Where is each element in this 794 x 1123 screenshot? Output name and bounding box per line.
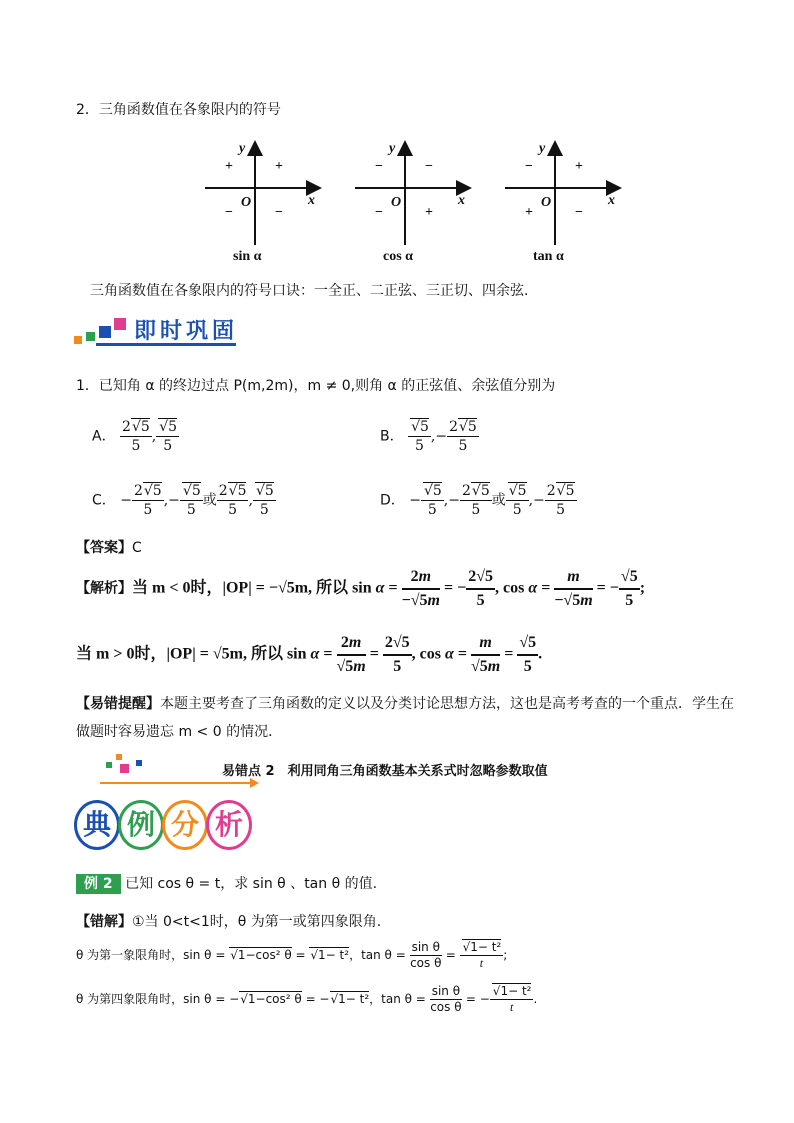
analysis-case-2: 当 m > 0时，|OP| = √5m, 所以 sin α = $\frac{2m}{√5m}$ = $\frac{2√5}{5}$ , cos α = $\frac{m}{√5m}$ = $\frac{√5}{5}$ . [76,634,543,675]
option-c-label: C． [92,492,116,509]
y-axis-label: y [239,141,246,156]
banner-char-1: 典 [74,800,120,850]
error-point-heading: 易错点 2 利用同角三角函数基本关系式时忽略参数取值 [222,764,548,779]
y-axis-label: y [539,141,546,156]
diagram-caption: cos α [383,249,413,264]
error-warning-line2: 做题时容易遗忘 m < 0 的情况． [76,724,283,740]
quadrant-3-sign: − [375,205,383,220]
consolidate-banner [74,314,244,348]
quadrant-2-sign: + [225,159,233,174]
quadrant-diagram-2 [355,141,468,264]
example-2-stem: 例 2 已知 cos θ = t，求 sin θ 、tan θ 的值. [76,874,377,894]
origin-label: O [391,195,402,210]
example-2-tag: 例 2 [76,874,121,894]
origin-label: O [241,195,252,210]
consolidate-title: 即时巩固 [134,319,239,344]
sign-mnemonic: 三角函数值在各象限内的符号口诀：一全正、二正弦、三正切、四余弦. [90,283,529,299]
quadrant-4-sign: − [575,205,583,220]
option-d-label: D． [380,492,405,509]
quadrant-1-sign: − [425,159,433,174]
option-b-label: B． [380,428,404,445]
quadrant-1-sign: + [275,159,283,174]
quadrant-2-sign: − [375,159,383,174]
quadrant-diagram-3 [505,141,618,264]
x-axis-label: x [308,193,315,208]
error-warning: 【易错提醒】本题主要考查了三角函数的定义以及分类讨论思想方法，这也是高考考查的一个重点．学生在 [76,696,734,712]
question-1-stem: 1．已知角 α 的终边过点 P(m,2m)，m ≠ 0,则角 α 的正弦值、余弦值分别为 [76,378,556,394]
quadrant-sign-diagrams [200,140,630,270]
banner-char-4: 析 [206,800,252,850]
option-c: C． − $\frac{2√5}{5}$ ,− $\frac{√5}{5}$ 或 $\frac{2√5}{5}$ , $\frac{√5}{5}$ [92,483,274,518]
quadrant-4-sign: − [275,205,283,220]
section-heading: 2．三角函数值在各象限内的符号 [76,102,281,118]
quadrant-diagram-1 [205,141,318,264]
option-b: B． $\frac{√5}{5}$ ,− $\frac{2√5}{5}$ [380,419,477,454]
origin-label: O [541,195,552,210]
example-analysis-banner [74,800,254,850]
quadrant-3-sign: − [225,205,233,220]
wrong-solution-line-2: θ 为第一象限角时，sin θ = √1−cos² θ = √1− t²，tan θ = $\frac{\text{sin θ}}{\text{cos θ}}$ = $\frac{\text{√1− t²}}{t}$ ; [76,940,508,970]
diagram-caption: sin α [233,249,262,264]
banner-char-2: 例 [118,800,164,850]
quadrant-2-sign: − [525,159,533,174]
y-axis-label: y [389,141,396,156]
x-axis-label: x [608,193,615,208]
option-a: A． $\frac{2√5}{5}$ , $\frac{√5}{5}$ [92,419,178,454]
wrong-solution-line-1: 【错解】①当 0<t<1时，θ 为第一或第四象限角. [76,914,382,930]
x-axis-label: x [458,193,465,208]
answer: 【答案】C [76,540,142,556]
option-a-label: A． [92,428,116,445]
wrong-solution-line-3: θ 为第四象限角时，sin θ = −√1−cos² θ = −√1− t²，tan θ = $\frac{\text{sin θ}}{\text{cos θ}}$ = − $\frac{\text{√1− t²}}{t}$ . [76,984,538,1014]
quadrant-4-sign: + [425,205,433,220]
quadrant-1-sign: + [575,159,583,174]
quadrant-3-sign: + [525,205,533,220]
option-d: D． − $\frac{√5}{5}$ ,− $\frac{2√5}{5}$ 或 $\frac{√5}{5}$ ,− $\frac{2√5}{5}$ [380,483,575,518]
analysis-case-1: 【解析】当 m < 0时，|OP| = −√5m, 所以 sin α = $\frac{2m}{-√5m}$ = − $\frac{2√5}{5}$ , cos α = $\frac{m}{-√5m}$ = − $\frac{√5}{5}$ ; [76,568,646,609]
answer-value: C [132,540,142,556]
banner-char-3: 分 [162,800,208,850]
diagram-caption: tan α [533,249,564,264]
